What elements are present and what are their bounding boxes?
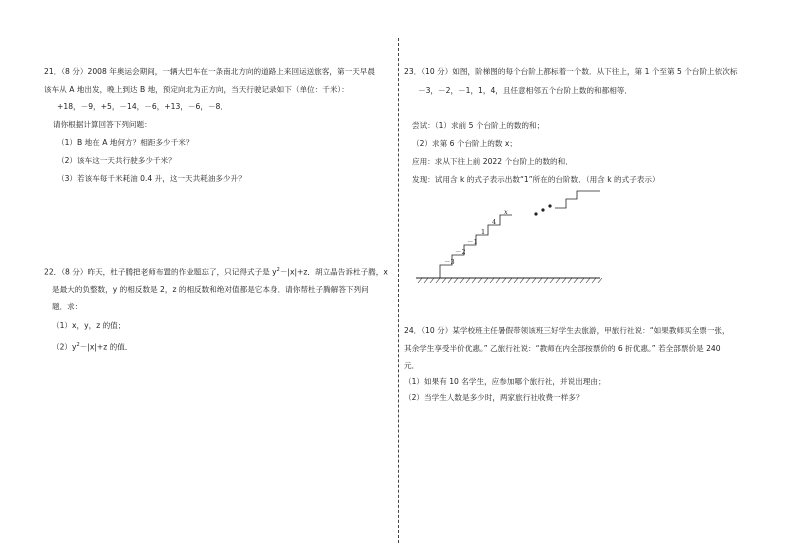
step-label-2: －2: [455, 248, 466, 256]
hatch-mark: [520, 278, 524, 283]
hatch-mark: [526, 278, 530, 283]
hatch-mark: [418, 278, 422, 283]
hatch-mark: [478, 278, 482, 283]
q23-apply: 应用：求从下往上前 2022 个台阶上的数的和．: [412, 157, 573, 166]
staircase-upper: [555, 191, 600, 208]
step-label-4: 1: [481, 228, 486, 236]
hatch-mark: [580, 278, 584, 283]
q21-sub3: （3）若该车每千米耗油 0.4 升，这一天共耗油多少升？: [57, 174, 246, 183]
q21-sub1: （1）B 地在 A 地何方？相距多少千米？: [57, 138, 194, 147]
hatch-mark: [562, 278, 566, 283]
q21-records: +18，－9，+5，－14，－6，+13，－6，－8．: [57, 102, 228, 111]
q22-exp: 2: [276, 267, 280, 273]
hatch-mark: [556, 278, 560, 283]
ellipsis-dot: [548, 204, 551, 207]
hatch-mark: [436, 278, 440, 283]
hatch-mark: [568, 278, 572, 283]
hatch-mark: [532, 278, 536, 283]
staircase-figure: [400, 185, 794, 295]
q24-line2: 其余学生享受半价优惠。” 乙旅行社说：“教师在内全部按票价的 6 折优惠。” 若全部票价是 240: [404, 344, 721, 353]
q22-sub2: [52, 340, 132, 353]
hatch-mark: [538, 278, 542, 283]
q24-sub2: （2）当学生人数是多少时，两家旅行社收费一样多？: [404, 393, 584, 402]
hatch-mark: [472, 278, 476, 283]
hatch-mark: [442, 278, 446, 283]
step-label-3: －1: [467, 238, 478, 246]
q21-sub2: （2）该车这一天共行驶多少千米？: [57, 156, 176, 165]
hatch-mark: [586, 278, 590, 283]
column-divider: [398, 38, 399, 543]
q22-line2: 是最大的负整数，y 的相反数是 2，z 的相反数和绝对值都是它本身．请你帮杜子腾解答下列问: [52, 285, 369, 294]
q22-line1b: －|x|+z．胡立晶告诉杜子腾，x: [279, 267, 388, 277]
hatch-mark: [466, 278, 470, 283]
q23-line2: －3，－2，－1，1，4，且任意相邻五个台阶上数的和都相等．: [418, 86, 632, 95]
q24-sub1: （1）如果有 10 名学生，应参加哪个旅行社，并说出理由；: [404, 377, 606, 386]
q21-line1: 21．（8 分）2008 年奥运会期间，一辆大巴车在一条南北方向的道路上来回运送旅客，第一天早晨: [44, 67, 375, 76]
hatch-mark: [502, 278, 506, 283]
q22-sub2a: （2）y: [52, 342, 77, 352]
hatch-mark: [460, 278, 464, 283]
hatch-mark: [484, 278, 488, 283]
hatch-mark: [598, 278, 602, 283]
hatch-mark: [592, 278, 596, 283]
hatch-mark: [514, 278, 518, 283]
right-column: [400, 0, 794, 560]
q23-line1: 23．（10 分）如图，阶梯图的每个台阶上都标着一个数．从下往上，第 1 个至第 5 个台阶上依次标: [404, 67, 738, 76]
q23-discover: 发现：试用含 k 的式子表示出数“1”所在的台阶数．（用含 k 的式子表示）: [412, 175, 660, 184]
q24-line3: 元．: [404, 361, 420, 370]
hatch-mark: [454, 278, 458, 283]
q22-sub1: （1）x，y，z 的值；: [52, 321, 126, 330]
hatch-mark: [544, 278, 548, 283]
hatch-mark: [550, 278, 554, 283]
hatch-mark: [448, 278, 452, 283]
hatch-mark: [424, 278, 428, 283]
q22-line1: [44, 265, 388, 278]
q22-line3: 题．求：: [52, 302, 83, 311]
q22-sub2b: －|x|+z 的值．: [79, 342, 133, 352]
q22-line1a: 22．（8 分）昨天，杜子腾把老师布置的作业题忘了，只记得式子是 y: [44, 267, 277, 277]
step-label-5: 4: [492, 218, 497, 226]
step-label-1: －3: [444, 258, 455, 266]
hatch-mark: [496, 278, 500, 283]
q24-line1: 24．（10 分）某学校班主任暑假带领该班三好学生去旅游，甲旅行社说：“如果教师买全票一张，: [404, 326, 730, 335]
staircase-outline: [440, 215, 512, 278]
q21-line2: 该车从 A 地出发，晚上到达 B 地，预定向北为正方向，当天行驶记录如下（单位：千米）：: [44, 85, 349, 94]
hatch-mark: [430, 278, 434, 283]
hatch-mark: [508, 278, 512, 283]
ellipsis-dot: [541, 208, 544, 211]
hatch-mark: [490, 278, 494, 283]
q22-sub2-exp: 2: [76, 342, 80, 348]
q23-try2: （2）求第 6 个台阶上的数 x；: [412, 139, 517, 148]
ground-hatch: [418, 278, 602, 283]
q23-try: 尝试：（1）求前 5 个台阶上的数的和；: [412, 121, 545, 130]
ellipsis-dot: [534, 212, 537, 215]
q21-prompt: 请你根据计算回答下列问题：: [53, 120, 152, 129]
step-label-6: x: [504, 208, 508, 216]
hatch-mark: [574, 278, 578, 283]
